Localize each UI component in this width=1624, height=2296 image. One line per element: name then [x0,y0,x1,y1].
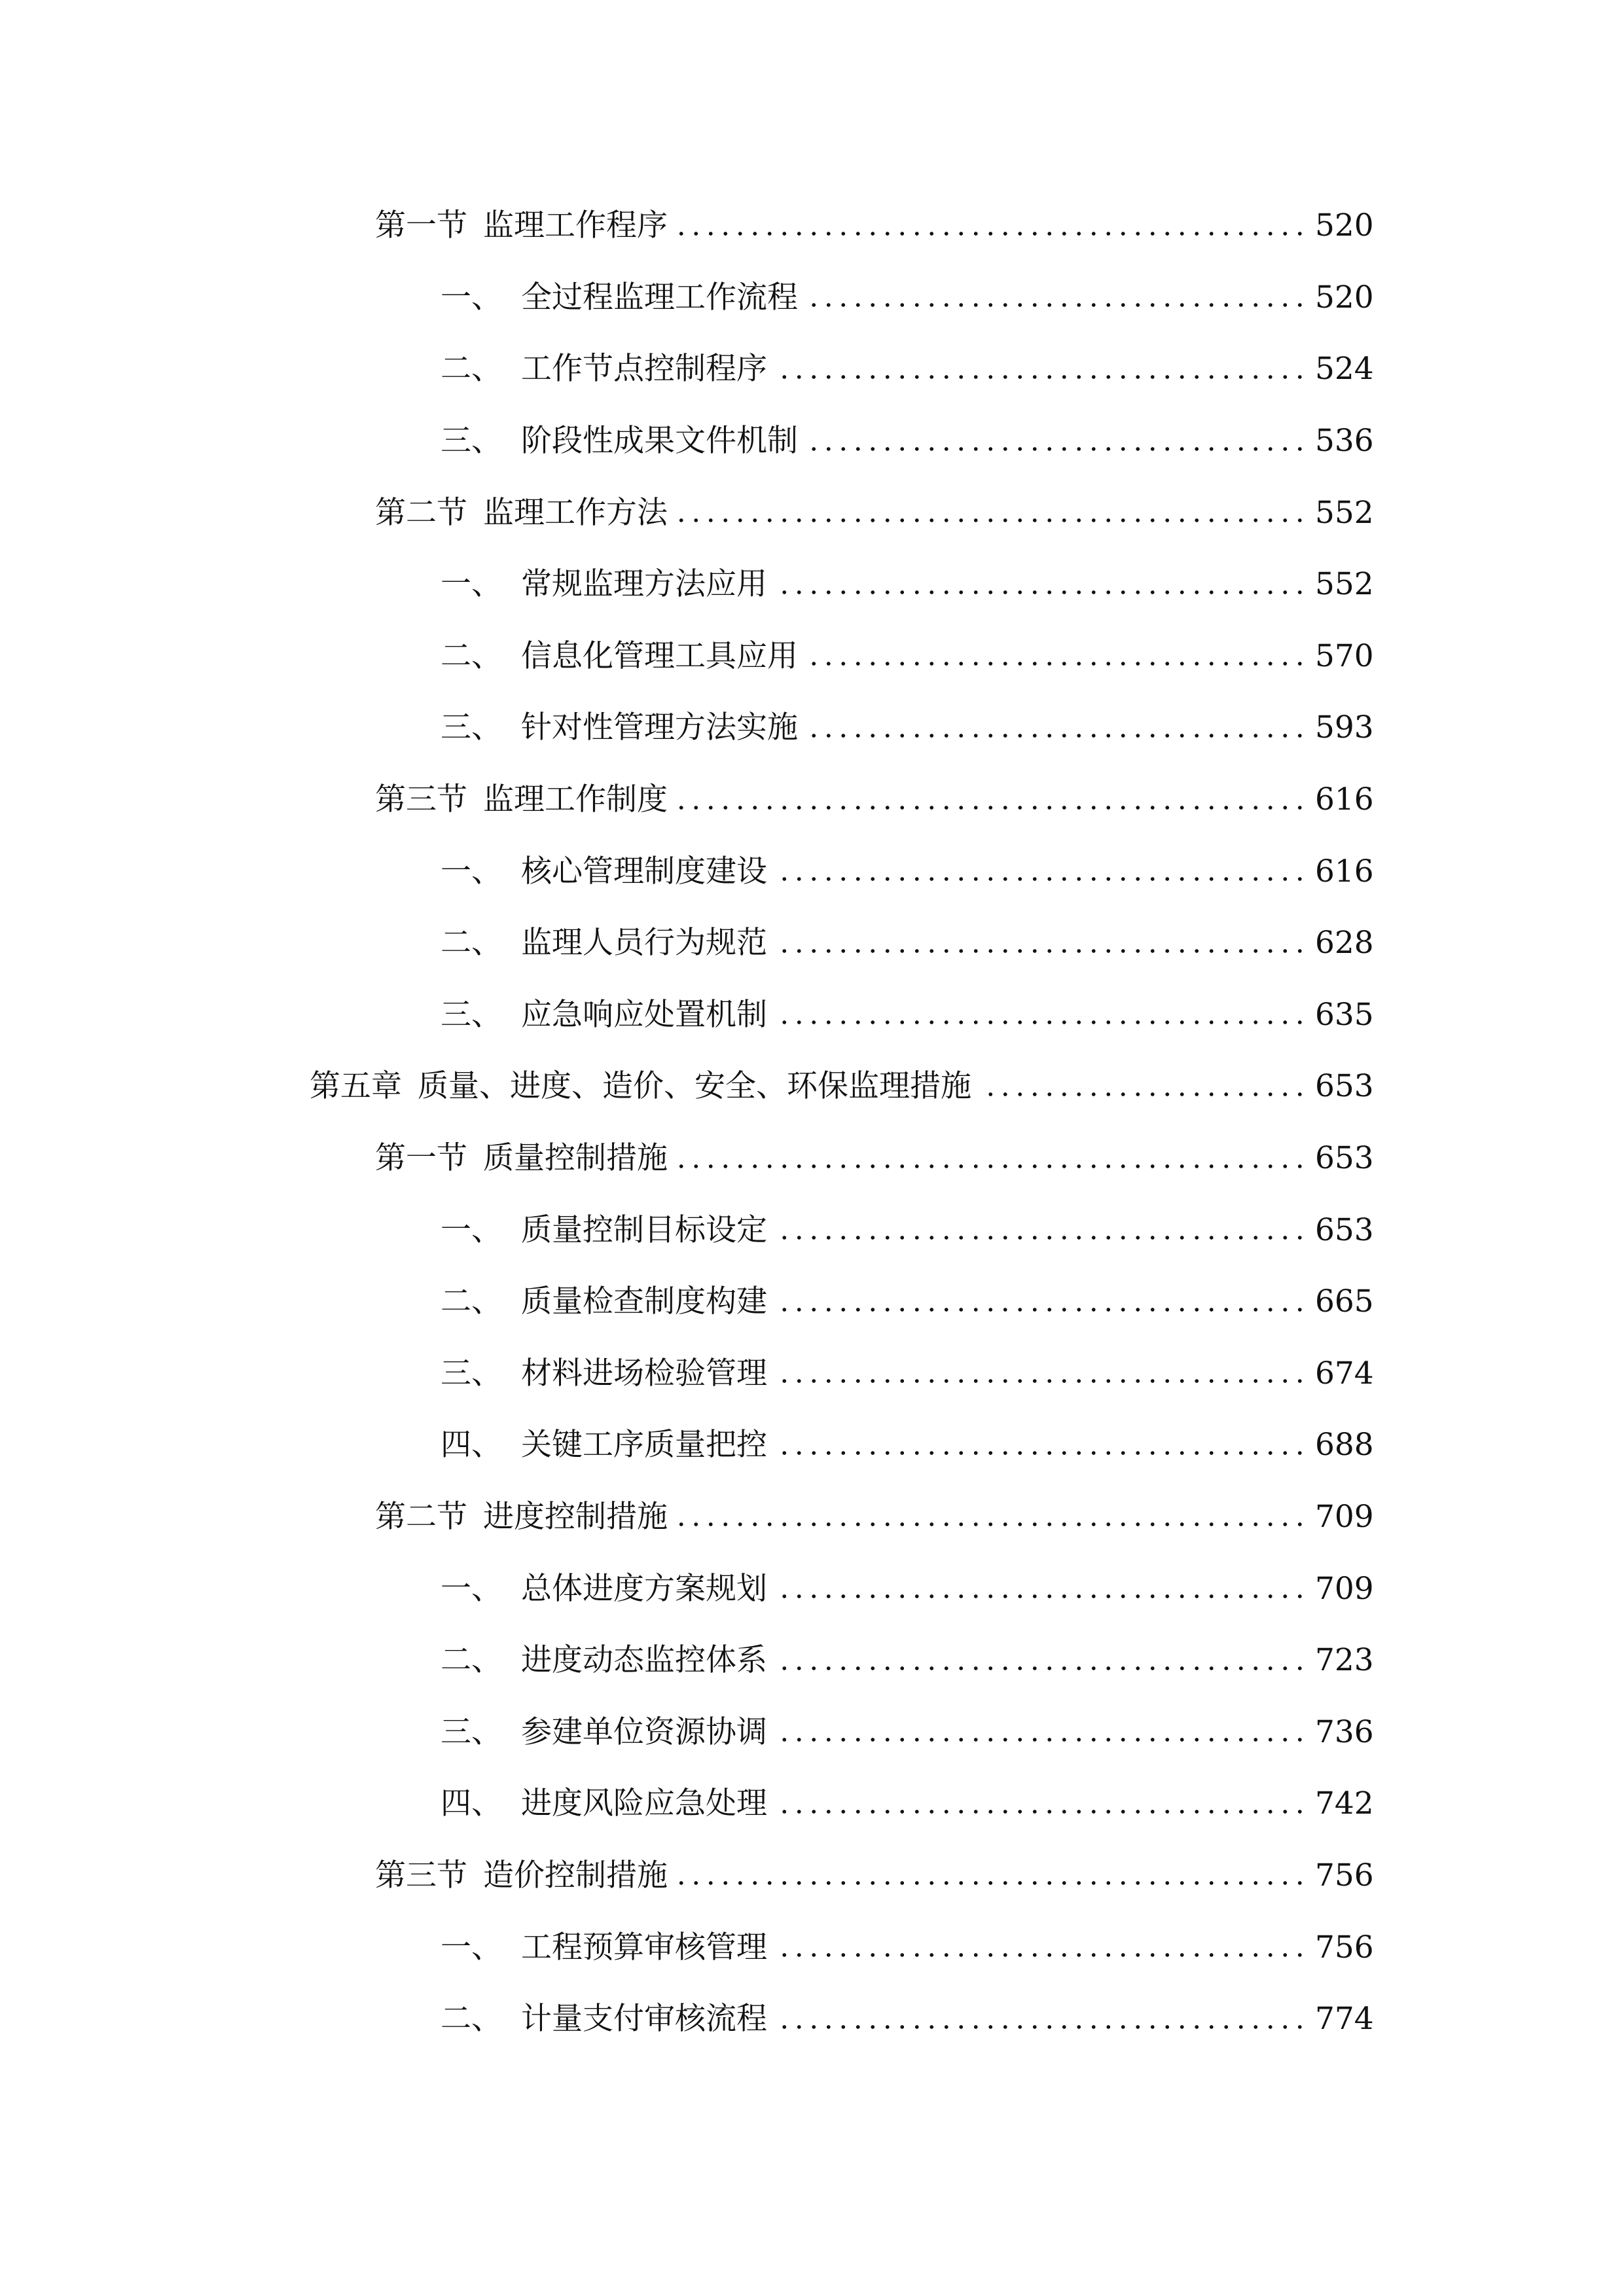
toc-entry-number: 三、 [441,709,502,746]
toc-entry[interactable] [0,1409,1624,1481]
toc-entry-page: 674 [1315,1355,1374,1391]
toc-entry[interactable] [0,1624,1624,1696]
toc-entry-title: 质量、进度、造价、安全、环保监理措施 [418,1068,971,1105]
toc-entry-title: 参建单位资源协调 [521,1713,767,1750]
dot-leader [776,1951,1307,1959]
toc-entry-title: 常规监理方法应用 [521,566,767,603]
dot-leader [776,1808,1307,1816]
toc-entry-number: 第二节 [375,1498,467,1535]
toc-entry-title: 材料进场检验管理 [521,1355,767,1391]
toc-entry-number: 二、 [441,1642,502,1679]
toc-entry-page: 742 [1315,1785,1374,1822]
toc-entry-number: 一、 [441,1570,502,1607]
toc-entry[interactable] [0,1911,1624,1983]
toc-entry-page: 520 [1315,279,1374,315]
toc-entry-title: 监理工作程序 [483,207,668,244]
toc-entry-title: 应急响应处置机制 [521,996,767,1033]
toc-entry-number: 第三节 [375,781,467,818]
toc-entry-page: 723 [1315,1642,1374,1679]
dot-leader [776,1449,1307,1457]
toc-entry[interactable] [0,1338,1624,1410]
toc-entry-title: 监理工作制度 [483,781,668,818]
toc-entry[interactable] [0,835,1624,907]
toc-entry-page: 524 [1315,351,1374,387]
toc-entry[interactable] [0,476,1624,548]
toc-entry-number: 第三节 [375,1857,467,1893]
toc-entry-page: 736 [1315,1713,1374,1750]
dot-leader [981,1090,1307,1098]
toc-entry[interactable] [0,692,1624,764]
dot-leader [776,1377,1307,1385]
dot-leader [677,1879,1307,1887]
dot-leader [807,660,1307,668]
dot-leader [807,301,1307,309]
toc-entry-page: 653 [1315,1068,1374,1105]
toc-entry-number: 一、 [441,566,502,603]
toc-entry-number: 一、 [441,279,502,315]
dot-leader [776,2023,1307,2031]
toc-entry-number: 四、 [441,1785,502,1822]
toc-entry[interactable] [0,262,1624,334]
toc-entry[interactable] [0,190,1624,262]
toc-entry-number: 三、 [441,1713,502,1750]
toc-entry-page: 653 [1315,1211,1374,1248]
toc-entry-page: 593 [1315,709,1374,746]
dot-leader [776,1234,1307,1242]
toc-entry-number: 一、 [441,1211,502,1248]
toc-entry[interactable] [0,1050,1624,1122]
dot-leader [677,1520,1307,1528]
toc-entry[interactable] [0,548,1624,620]
toc-entry-number: 二、 [441,637,502,674]
toc-entry-title: 全过程监理工作流程 [521,279,798,315]
toc-entry-title: 进度控制措施 [483,1498,668,1535]
dot-leader [807,732,1307,740]
toc-entry[interactable] [0,907,1624,979]
toc-entry-title: 质量控制措施 [483,1140,668,1177]
toc-entry-page: 616 [1315,853,1374,889]
toc-entry[interactable] [0,979,1624,1051]
toc-entry-title: 计量支付审核流程 [521,2001,767,2037]
toc-entry-number: 二、 [441,1283,502,1320]
dot-leader [776,875,1307,883]
toc-entry-number: 一、 [441,1929,502,1965]
toc-entry-page: 709 [1315,1570,1374,1607]
toc-entry-title: 针对性管理方法实施 [521,709,798,746]
toc-entry-page: 520 [1315,207,1374,244]
toc-entry-number: 第一节 [375,207,467,244]
toc-entry-title: 阶段性成果文件机制 [521,423,798,459]
toc-entry[interactable] [0,405,1624,477]
toc-entry-page: 665 [1315,1283,1374,1320]
toc-entry[interactable] [0,333,1624,405]
dot-leader [677,1162,1307,1170]
dot-leader [776,947,1307,955]
toc-entry[interactable] [0,1194,1624,1266]
toc-entry-page: 653 [1315,1140,1374,1177]
toc-entry-number: 三、 [441,1355,502,1391]
toc-entry-page: 552 [1315,566,1374,603]
toc-entry-title: 进度动态监控体系 [521,1642,767,1679]
toc-entry-number: 第一节 [375,1140,467,1177]
toc-entry-title: 质量检查制度构建 [521,1283,767,1320]
toc-entry-title: 质量控制目标设定 [521,1211,767,1248]
toc-entry-page: 688 [1315,1427,1374,1463]
toc-entry-title: 监理工作方法 [483,494,668,531]
toc-entry-page: 536 [1315,423,1374,459]
toc-entry-number: 一、 [441,853,502,889]
dot-leader [776,1736,1307,1744]
toc-entry-title: 信息化管理工具应用 [521,637,798,674]
toc-entry-number: 四、 [441,1427,502,1463]
dot-leader [677,516,1307,524]
toc-entry[interactable] [0,1122,1624,1194]
toc-entry-title: 工作节点控制程序 [521,351,767,387]
toc-entry-page: 774 [1315,2001,1374,2037]
toc-entry[interactable] [0,1696,1624,1768]
toc-entry-page: 552 [1315,494,1374,531]
toc-entry[interactable] [0,1266,1624,1338]
toc-entry-number: 第五章 [310,1068,402,1105]
dot-leader [807,445,1307,453]
toc-entry[interactable] [0,1481,1624,1553]
toc-entry-title: 造价控制措施 [483,1857,668,1893]
toc-entry-number: 三、 [441,423,502,459]
toc-entry-page: 709 [1315,1498,1374,1535]
toc-entry-title: 监理人员行为规范 [521,925,767,961]
toc-entry[interactable] [0,620,1624,692]
toc-entry-number: 二、 [441,925,502,961]
dot-leader [776,1306,1307,1314]
toc-entry-title: 工程预算审核管理 [521,1929,767,1965]
toc-entry-number: 第二节 [375,494,467,531]
toc-entry-page: 616 [1315,781,1374,818]
toc-entry-title: 总体进度方案规划 [521,1570,767,1607]
toc-entry-number: 二、 [441,351,502,387]
toc-entry-page: 756 [1315,1857,1374,1893]
dot-leader [776,1018,1307,1026]
toc-entry[interactable] [0,1552,1624,1624]
toc-entry-page: 635 [1315,996,1374,1033]
toc-entry[interactable] [0,1983,1624,2055]
toc-entry[interactable] [0,1840,1624,1912]
toc-entry-title: 进度风险应急处理 [521,1785,767,1822]
dot-leader [677,230,1307,238]
dot-leader [776,1664,1307,1672]
dot-leader [776,588,1307,596]
toc-entry-title: 关键工序质量把控 [521,1427,767,1463]
toc-entry[interactable] [0,1768,1624,1840]
table-of-contents [0,190,1624,2054]
toc-entry-page: 756 [1315,1929,1374,1965]
dot-leader [776,1592,1307,1600]
toc-entry-number: 二、 [441,2001,502,2037]
toc-entry-page: 628 [1315,925,1374,961]
toc-entry[interactable] [0,764,1624,836]
toc-entry-number: 三、 [441,996,502,1033]
toc-entry-page: 570 [1315,637,1374,674]
dot-leader [677,804,1307,812]
dot-leader [776,373,1307,381]
toc-entry-title: 核心管理制度建设 [521,853,767,889]
